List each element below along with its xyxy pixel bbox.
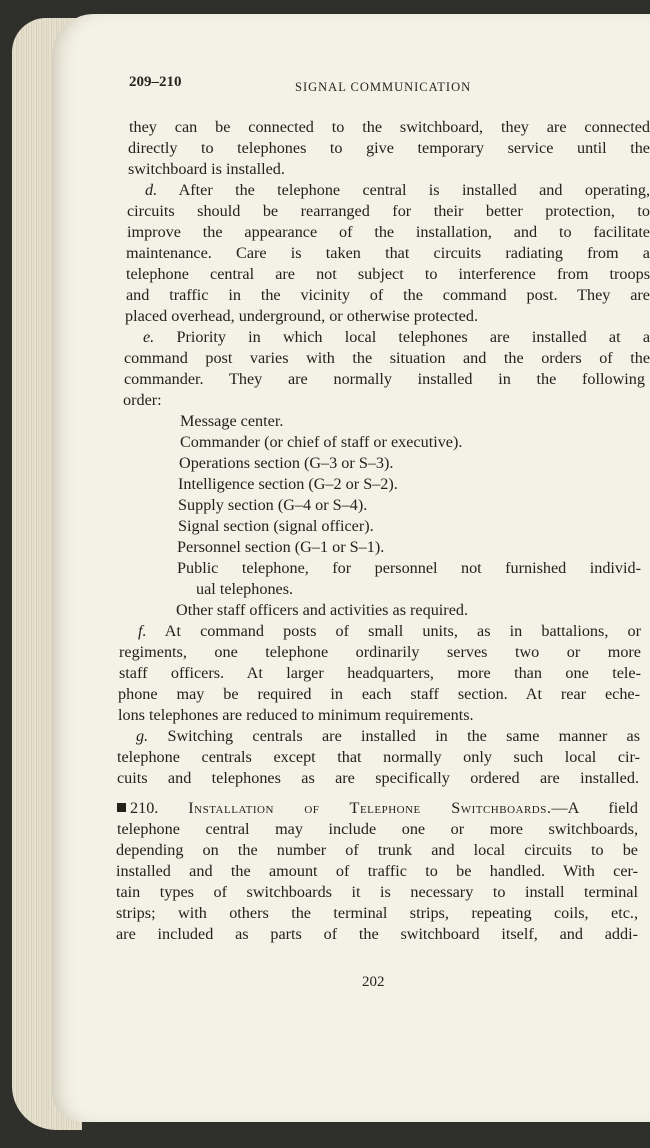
list-item: Other staff officers and activities as required. (176, 601, 469, 619)
text-line: are included as parts of the switchboard itself, and addi- (116, 925, 638, 943)
paragraph-f-first-line: f. At command posts of small units, as in battalions, or (138, 622, 641, 640)
page-number: 202 (362, 974, 385, 990)
paragraph-marker-g: g. (136, 727, 149, 745)
text-line: improve the appearance of the installation, and to facilitate (127, 223, 650, 241)
running-header-title: SIGNAL COMMUNICATION (295, 80, 472, 94)
text-line: tain types of switchboards it is necessary to install terminal (116, 883, 638, 901)
list-item: Supply section (G–4 or S–4). (178, 496, 368, 514)
text-line: lons telephones are reduced to minimum requirements. (118, 706, 474, 724)
list-item: Message center. (180, 412, 284, 430)
text-line: command post varies with the situation and the orders of the (124, 349, 650, 367)
text-line: maintenance. Care is taken that circuits radiating from a (126, 244, 650, 262)
text-line: they can be connected to the switchboard, they are connected (129, 118, 650, 136)
text-line: placed overhead, underground, or otherwise protected. (125, 307, 478, 325)
list-item: Personnel section (G–1 or S–1). (177, 538, 385, 556)
text-line: and traffic in the vicinity of the command post. They are (126, 286, 650, 304)
list-item: Signal section (signal officer). (178, 517, 374, 535)
text-line: installed and the amount of traffic to be handled. With cer- (116, 862, 638, 880)
paragraph-e-first-line: e. Priority in which local telephones are installed at a (143, 328, 650, 346)
text-line: regiments, one telephone ordinarily serves two or more (119, 643, 641, 661)
paragraph-marker-e: e. (143, 328, 155, 346)
paragraph-marker-d: d. (145, 181, 158, 199)
section-bullet-icon (117, 803, 126, 812)
list-item: Commander (or chief of staff or executive). (180, 433, 463, 451)
text-line: telephone central may include one or more switchboards, (117, 820, 638, 838)
text-line: telephone centrals except that normally only such local cir- (117, 748, 640, 766)
section-number: 210. (130, 799, 189, 817)
paragraph-marker-f: f. (138, 622, 147, 640)
list-item-continuation: ual telephones. (196, 580, 294, 598)
text-line: cuits and telephones as are specifically ordered are installed. (117, 769, 639, 787)
text-line: directly to telephones to give temporary service until the (128, 139, 650, 157)
text-line: circuits should be rearranged for their better protection, to (127, 202, 650, 220)
paragraph-g-first-line: g. Switching centrals are installed in the same manner as (136, 727, 640, 745)
text-line: order: (123, 391, 162, 409)
paragraph-d-first-line: d. After the telephone central is installed and operating, (145, 181, 650, 199)
text-line: strips; with others the terminal strips, repeating coils, etc., (116, 904, 638, 922)
list-item: Intelligence section (G–2 or S–2). (178, 475, 398, 493)
text-line: switchboard is installed. (128, 160, 285, 178)
list-item: Public telephone, for personnel not furnished individ- (177, 559, 641, 577)
section-heading: Installation of Telephone Switchboards. (188, 799, 552, 817)
text-line: depending on the number of trunk and local circuits to be (116, 841, 638, 859)
text-line: commander. They are normally installed in the following (124, 370, 645, 388)
list-item: Operations section (G–3 or S–3). (179, 454, 394, 472)
text-line: telephone central are not subject to interference from troops (126, 265, 650, 283)
running-header-paragraph-range: 209–210 (129, 74, 182, 90)
text-line: phone may be required in each staff section. At rear eche- (118, 685, 640, 703)
section-210-heading-line (117, 798, 638, 819)
section-heading-tail: —A field (551, 799, 638, 817)
text-line: staff officers. At larger headquarters, more than one tele- (119, 664, 641, 682)
